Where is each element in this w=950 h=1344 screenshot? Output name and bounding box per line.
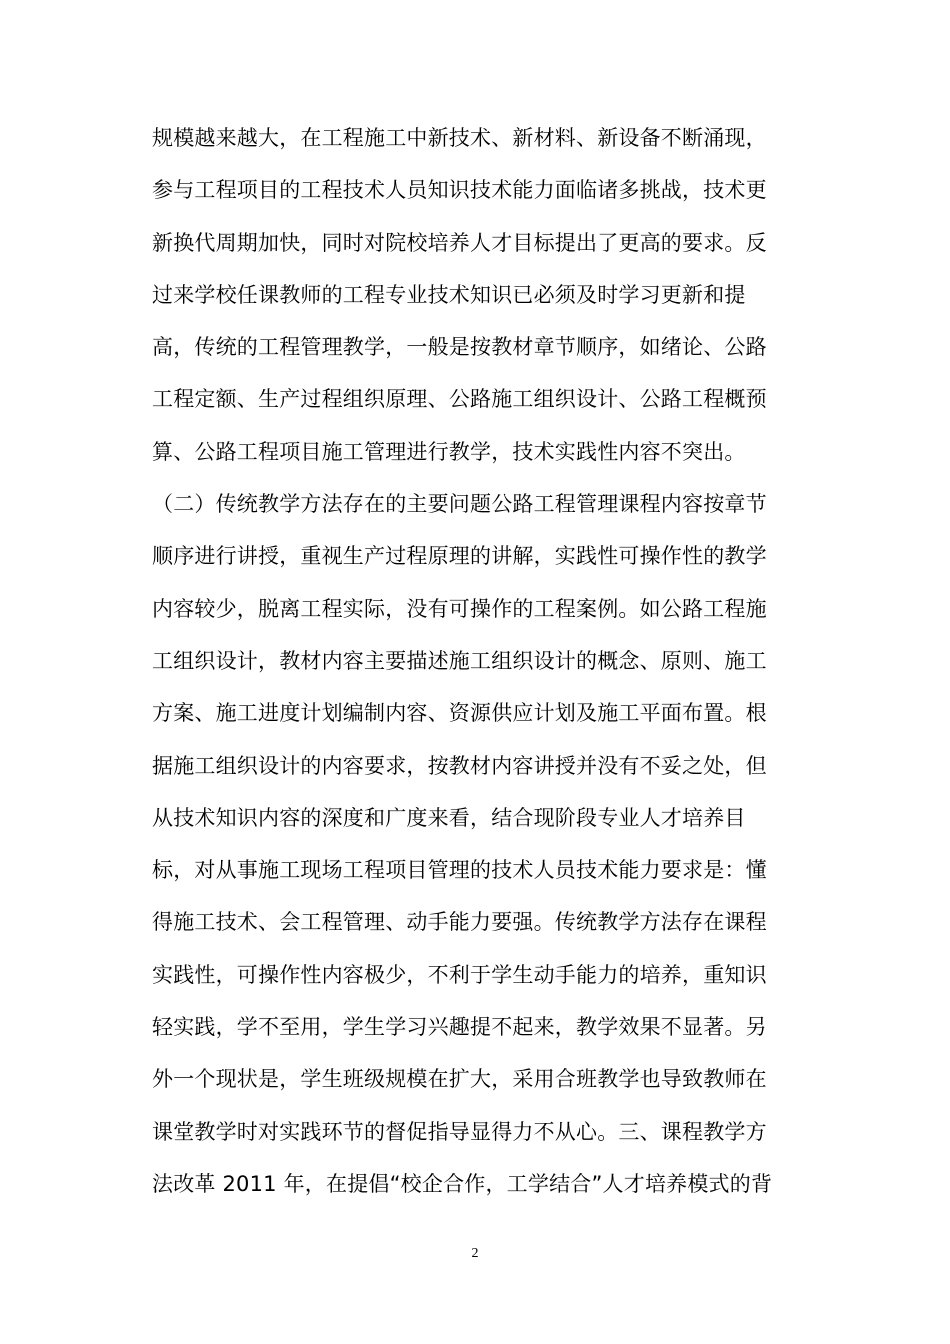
text-line: 实践性，可操作性内容极少，不利于学生动手能力的培养，重知识 <box>152 962 767 987</box>
text-line: 标，对从事施工现场工程项目管理的技术人员技术能力要求是：懂 <box>152 858 767 883</box>
page-number: 2 <box>471 1246 479 1261</box>
text-line: （二）传统教学方法存在的主要问题公路工程管理课程内容按章节 <box>152 492 767 517</box>
body-text <box>152 112 802 1210</box>
text-line: 得施工技术、会工程管理、动手能力要强。传统教学方法存在课程 <box>152 910 767 935</box>
text-line: 外一个现状是，学生班级规模在扩大，采用合班教学也导致教师在 <box>152 1067 767 1092</box>
text-line: 过来学校任课教师的工程专业技术知识已必须及时学习更新和提 <box>152 282 746 307</box>
text-line: 规模越来越大，在工程施工中新技术、新材料、新设备不断涌现， <box>152 126 767 150</box>
text-line: 从技术知识内容的深度和广度来看，结合现阶段专业人才培养目 <box>152 805 746 830</box>
text-line: 内容较少，脱离工程实际，没有可操作的工程案例。如公路工程施 <box>152 596 767 621</box>
text-line: 方案、施工进度计划编制内容、资源供应计划及施工平面布置。根 <box>152 701 767 726</box>
text-line: 工程定额、生产过程组织原理、公路施工组织设计、公路工程概预 <box>152 387 767 412</box>
text-line: 算、公路工程项目施工管理进行教学，技术实践性内容不突出。 <box>152 439 746 464</box>
text-line: 轻实践，学不至用，学生学习兴趣提不起来，教学效果不显著。另 <box>152 1015 767 1040</box>
text-line: 参与工程项目的工程技术人员知识技术能力面临诸多挑战，技术更 <box>152 178 767 203</box>
text-line: 新换代周期加快，同时对院校培养人才目标提出了更高的要求。反 <box>152 230 767 255</box>
text-line: 据施工组织设计的内容要求，按教材内容讲授并没有不妥之处，但 <box>152 753 767 778</box>
text-line: 法改革 2011 年，在提倡“校企合作，工学结合”人才培养模式的背 <box>152 1171 773 1196</box>
text-line: 高，传统的工程管理教学，一般是按教材章节顺序，如绪论、公路 <box>152 335 767 360</box>
text-line: 工组织设计，教材内容主要描述施工组织设计的概念、原则、施工 <box>152 648 767 673</box>
text-line: 课堂教学时对实践环节的督促指导显得力不从心。三、课程教学方 <box>152 1119 767 1144</box>
text-line: 顺序进行讲授，重视生产过程原理的讲解，实践性可操作性的教学 <box>152 544 767 569</box>
